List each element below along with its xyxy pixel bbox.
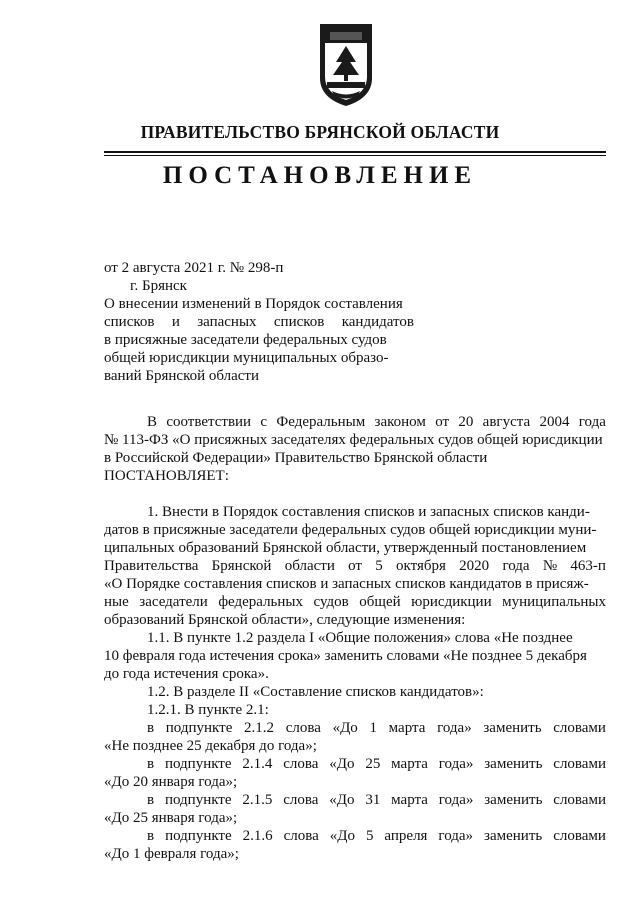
body-line: Правительства Брянской области от 5 октября 2020 года № 463-п [104,558,606,574]
body-line: до года истечения срока». [104,666,269,682]
preamble-line: В соответствии с Федеральным законом от 20 августа 2004 года [147,414,606,430]
body-line: в подпункте 2.1.5 слова «До 31 марта года» заменить словами [147,792,606,808]
body-line: 1.2. В разделе II «Составление списков кандидатов»: [147,684,484,700]
body-line: «Не позднее 25 декабря до года»; [104,738,317,754]
coat-of-arms-emblem [318,22,374,108]
preamble-line: № 113-ФЗ «О присяжных заседателях федеральных судов общей юрисдикции [104,432,603,448]
header-divider-thick [104,151,606,153]
preamble-line: ПОСТАНОВЛЯЕТ: [104,468,229,484]
subject-line: в присяжные заседатели федеральных судов [104,332,387,348]
body-line: в подпункте 2.1.2 слова «До 1 марта года» заменить словами [147,720,606,736]
organization-title: ПРАВИТЕЛЬСТВО БРЯНСКОЙ ОБЛАСТИ [140,122,500,142]
body-line: ципальных образований Брянской области, утвержденный постановлением [104,540,587,556]
subject-line: общей юрисдикции муниципальных образо- [104,350,389,366]
body-line: в подпункте 2.1.6 слова «До 5 апреля года» заменить словами [147,828,606,844]
body-line: образований Брянской области», следующие изменения: [104,612,466,628]
body-line: датов в присяжные заседатели федеральных судов общей юрисдикции муни- [104,522,597,538]
body-line: «До 20 января года»; [104,774,238,790]
header-divider-thin [104,155,606,156]
subject-line: ваний Брянской области [104,368,260,384]
document-type-title: ПОСТАНОВЛЕНИЕ [162,162,478,189]
body-line: 1. Внести в Порядок составления списков и запасных списков канди- [147,504,590,520]
subject-line: списков и запасных списков кандидатов [104,314,414,330]
body-line: ные заседатели федеральных судов общей юрисдикции муниципальных [104,594,606,610]
date-number: от 2 августа 2021 г. № 298-п [104,260,284,276]
body-line: «До 1 февраля года»; [104,846,239,862]
body-line: «О Порядке составления списков и запасных списков кандидатов в присяж- [104,576,589,592]
body-line: 10 февраля года истечения срока» заменить словами «Не позднее 5 декабря [104,648,587,664]
body-line: в подпункте 2.1.4 слова «До 25 марта года» заменить словами [147,756,606,772]
city: г. Брянск [130,278,187,294]
body-line: 1.1. В пункте 1.2 раздела I «Общие положения» слова «Не позднее [147,630,573,646]
body-line: «До 25 января года»; [104,810,238,826]
subject-line: О внесении изменений в Порядок составления [104,296,403,312]
preamble-line: в Российской Федерации» Правительство Брянской области [104,450,488,466]
body-line: 1.2.1. В пункте 2.1: [147,702,269,718]
